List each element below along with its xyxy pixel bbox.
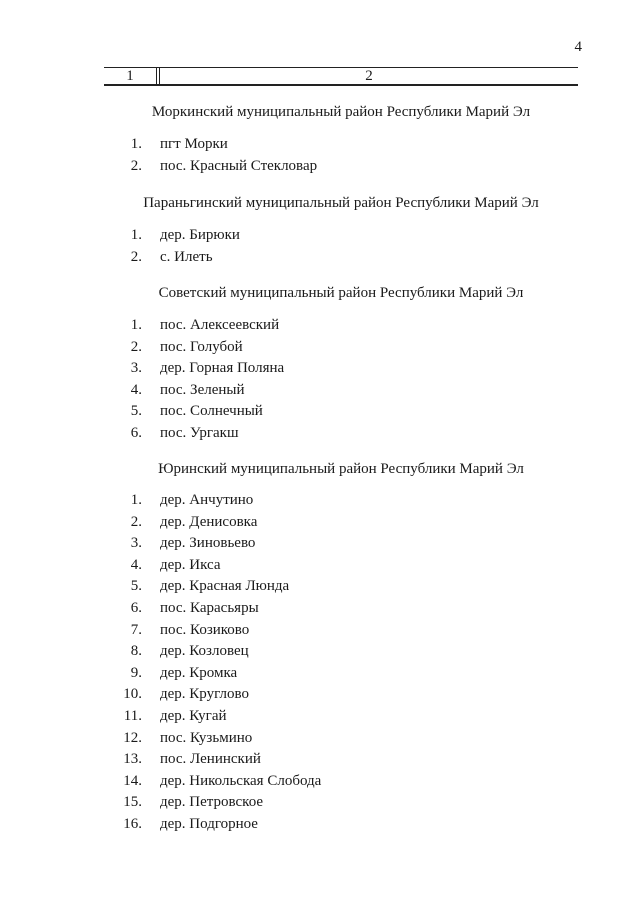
list-item-number: 4. bbox=[130, 381, 142, 398]
list-item-number: 14. bbox=[123, 772, 142, 789]
list-item-number: 13. bbox=[123, 751, 142, 768]
table-header-col-2: 2 bbox=[365, 68, 373, 84]
section-title-morki: Моркинский муниципальный район Республики Марий Эл bbox=[151, 104, 531, 120]
list-item-number: 2. bbox=[130, 513, 142, 530]
list-item-text: пос. Козиково bbox=[160, 621, 250, 638]
list-item-text: дер. Кугай bbox=[160, 707, 227, 724]
list-item-text: дер. Горная Поляна bbox=[160, 360, 285, 377]
table-header bbox=[104, 67, 578, 86]
list-item-number: 15. bbox=[123, 794, 142, 811]
list-item-number: 2. bbox=[130, 157, 142, 174]
list-item-text: дер. Денисовка bbox=[160, 513, 258, 530]
list-item-number: 3. bbox=[130, 360, 142, 377]
list-item-number: 1. bbox=[130, 317, 142, 333]
list-item-text: пос. Карасьяры bbox=[160, 599, 259, 616]
list-item-number: 6. bbox=[130, 599, 142, 616]
list-item-text: дер. Петровское bbox=[160, 794, 264, 811]
list-item-text: пос. Солнечный bbox=[160, 403, 263, 420]
list-item-number: 3. bbox=[130, 535, 142, 552]
list-item-text: дер. Кромка bbox=[160, 664, 238, 681]
list-item-text: дер. Круглово bbox=[160, 686, 249, 703]
list-item-number: 2. bbox=[130, 338, 142, 355]
list-item-number: 5. bbox=[130, 578, 142, 595]
list-item-number: 6. bbox=[130, 424, 142, 441]
list-item-number: 16. bbox=[123, 815, 142, 832]
list-item-number: 5. bbox=[130, 403, 142, 420]
page-number: 4 bbox=[574, 39, 582, 55]
list-item-text: пос. Ургакш bbox=[160, 424, 239, 441]
list-item-text: пос. Зеленый bbox=[160, 381, 245, 398]
list-item-text: дер. Подгорное bbox=[160, 815, 258, 832]
list-item-number: 4. bbox=[130, 556, 142, 573]
list-item-text: дер. Икса bbox=[160, 556, 221, 573]
list-item-number: 10. bbox=[123, 686, 142, 703]
list-item-number: 12. bbox=[123, 729, 142, 746]
list-item-number: 1. bbox=[130, 136, 142, 152]
list-item-number: 7. bbox=[130, 621, 142, 638]
table-header-divider bbox=[156, 67, 157, 86]
list-item-number: 11. bbox=[123, 707, 142, 724]
list-item-text: пос. Голубой bbox=[160, 338, 243, 355]
section-title-sovetsky: Советский муниципальный район Республики Марий Эл bbox=[158, 285, 524, 301]
list-item-text: дер. Красная Люнда bbox=[160, 578, 290, 595]
list-item-number: 1. bbox=[130, 492, 142, 508]
list-item-number: 1. bbox=[130, 227, 142, 243]
list-item-text: пос. Красный Стекловар bbox=[160, 157, 318, 174]
list-item-text: пос. Алексеевский bbox=[160, 317, 280, 333]
list-item-number: 8. bbox=[130, 643, 142, 660]
list-item-number: 2. bbox=[130, 248, 142, 265]
section-title-yurino: Юринский муниципальный район Республики Марий Эл bbox=[158, 461, 524, 477]
list-item-text: пгт Морки bbox=[160, 136, 228, 152]
section-title-paranga: Параньгинский муниципальный район Республики Марий Эл bbox=[143, 195, 539, 211]
list-item-text: дер. Зиновьево bbox=[160, 535, 256, 552]
list-item-text: дер. Никольская Слобода bbox=[160, 772, 322, 789]
list-item-text: с. Илеть bbox=[160, 248, 213, 265]
list-item-number: 9. bbox=[130, 664, 142, 681]
list-item-text: дер. Бирюки bbox=[160, 227, 240, 243]
list-item-text: дер. Анчутино bbox=[160, 492, 254, 508]
table-header-col-1: 1 bbox=[126, 68, 134, 84]
list-item-text: дер. Козловец bbox=[160, 643, 249, 660]
list-item-text: пос. Ленинский bbox=[160, 751, 261, 768]
list-item-text: пос. Кузьмино bbox=[160, 729, 253, 746]
